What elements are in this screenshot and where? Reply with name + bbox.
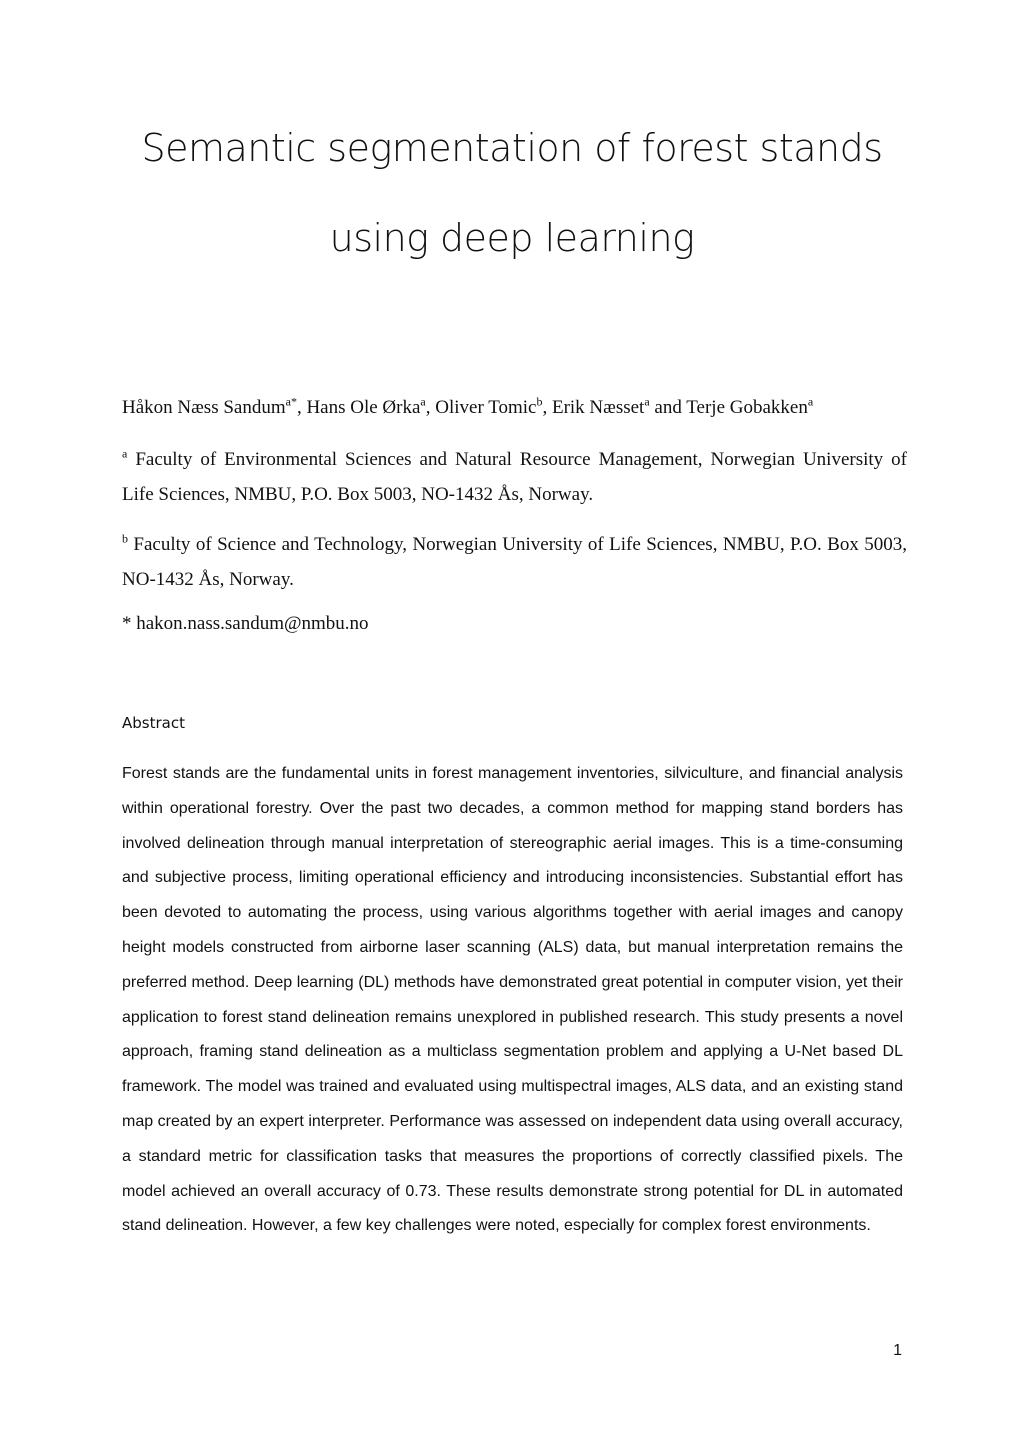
affiliation-b — [122, 527, 907, 597]
affiliation-text: Faculty of Science and Technology, Norwegian University of Life Sciences, NMBU, P.O. Box 5003, NO-1432 Ås, Norway. — [122, 534, 907, 590]
affiliation-marker: a — [122, 446, 128, 461]
abstract-text: Forest stands are the fundamental units in forest management inventories, silviculture, and financial analysis within operational forestry. Over the past two decades, a common method for mapping stand borders has involved delineation through manual interpretation of stereographic aerial images. This is a time-consuming and subjective process, limiting operational efficiency and introducing inconsistencies. Substantial effort has been devoted to automating the process, using various algorithms together with aerial images and canopy height models constructed from airborne laser scanning (ALS) data, but manual interpretation remains the preferred method. Deep learning (DL) methods have demonstrated great potential in computer vision, yet their application to forest stand delineation remains unexplored in published research. This study presents a novel approach, framing stand delineation as a multiclass segmentation problem and applying a U-Net based DL framework. The model was trained and evaluated using multispectral images, ALS data, and an existing stand map created by an expert interpreter. Performance was assessed on independent data using overall accuracy, a standard metric for classification tasks that measures the proportions of correctly classified pixels. The model achieved an overall accuracy of 0.73. These results demonstrate strong potential for DL in automated stand delineation. However, a few key challenges were noted, especially for complex forest environments. — [122, 765, 903, 1235]
author-affiliation-marker: a — [420, 394, 426, 409]
author-affiliation-marker: a — [644, 394, 650, 409]
author-separator: , — [542, 397, 552, 418]
page-number: 1 — [893, 1342, 902, 1359]
author-affiliation-marker: a — [807, 394, 814, 409]
abstract-heading: Abstract — [122, 714, 185, 732]
author-name: Terje Gobakken — [686, 397, 808, 418]
affiliation-a — [122, 442, 907, 512]
author-affiliation-marker: a* — [285, 394, 297, 409]
author-separator: , — [296, 397, 307, 418]
author-separator: and — [649, 397, 687, 418]
author-separator: , — [425, 397, 436, 418]
paper-title-line-1: Semantic segmentation of forest stands — [141, 126, 883, 170]
paper-title-line-2: using deep learning — [329, 216, 695, 260]
author-affiliation-marker: b — [536, 394, 543, 409]
author-name: Oliver Tomic — [435, 397, 537, 418]
corresponding-email: * hakon.nass.sandum@nmbu.no — [122, 613, 369, 634]
affiliation-marker: b — [122, 531, 128, 546]
author-name: Håkon Næss Sandum — [122, 397, 286, 418]
author-list — [122, 394, 912, 419]
author-name: Hans Ole Ørka — [306, 397, 421, 418]
author-name: Erik Næsset — [551, 397, 645, 418]
affiliation-text: Faculty of Environmental Sciences and Natural Resource Management, Norwegian University of Life Sciences, NMBU, P.O. Box 5003, NO-1432 Ås, Norway. — [122, 449, 907, 505]
